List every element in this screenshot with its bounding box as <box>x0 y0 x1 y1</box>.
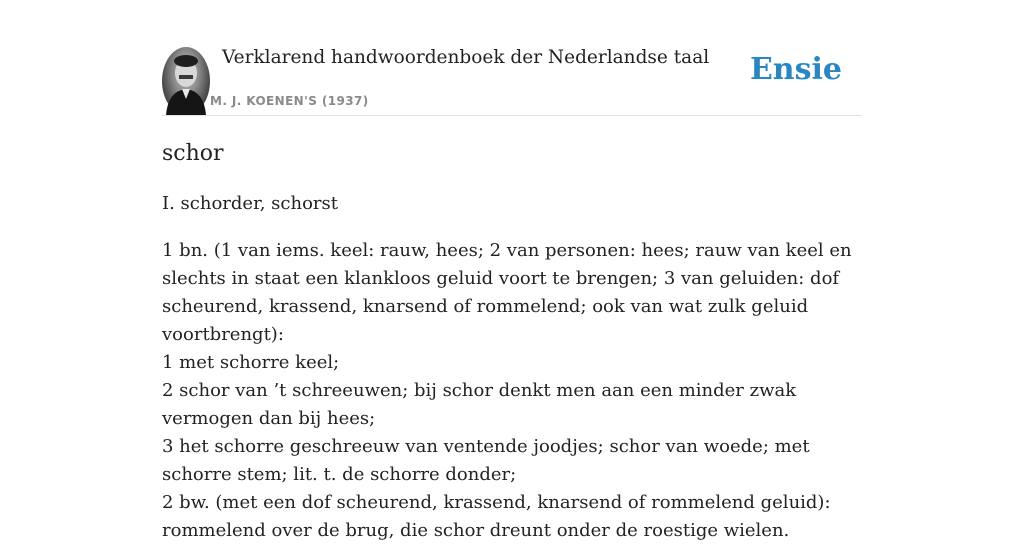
definition-line: 3 het schorre geschreeuw van ventende joodjes; schor van woede; met schorre stem; lit. t. de schorre donder; <box>162 436 810 485</box>
inflected-forms: I. schorder, schorst <box>162 193 338 214</box>
ensie-logo[interactable]: Ensie <box>749 52 842 87</box>
definition-line: 1 bn. (1 van iems. keel: rauw, hees; 2 van personen: hees; rauw van keel en slechts in staat een klankloos geluid voort te brengen; 3 van geluiden: dof scheurend, krassend, knarsend of rommelend; ook van wat zulk geluid voortbrengt): <box>162 240 852 345</box>
definition-line: 2 schor van ’t schreeuwen; bij schor denkt men aan een minder zwak vermogen dan bij hees; <box>162 380 797 429</box>
definition-line: 1 met schorre keel; <box>162 352 340 373</box>
definition-line: 2 bw. (met een dof scheurend, krassend, knarsend of rommelend geluid): rommelend over de brug, die schor dreunt onder de roestige wielen. <box>162 492 831 541</box>
book-title: Verklarend handwoordenboek der Nederlandse taal <box>222 47 710 68</box>
book-subtitle: M. J. KOENEN'S (1937) <box>210 94 369 108</box>
headword: schor <box>162 141 224 166</box>
definitions <box>162 237 862 545</box>
site-header <box>162 46 862 116</box>
author-portrait <box>162 47 210 115</box>
entry-content <box>162 138 862 545</box>
